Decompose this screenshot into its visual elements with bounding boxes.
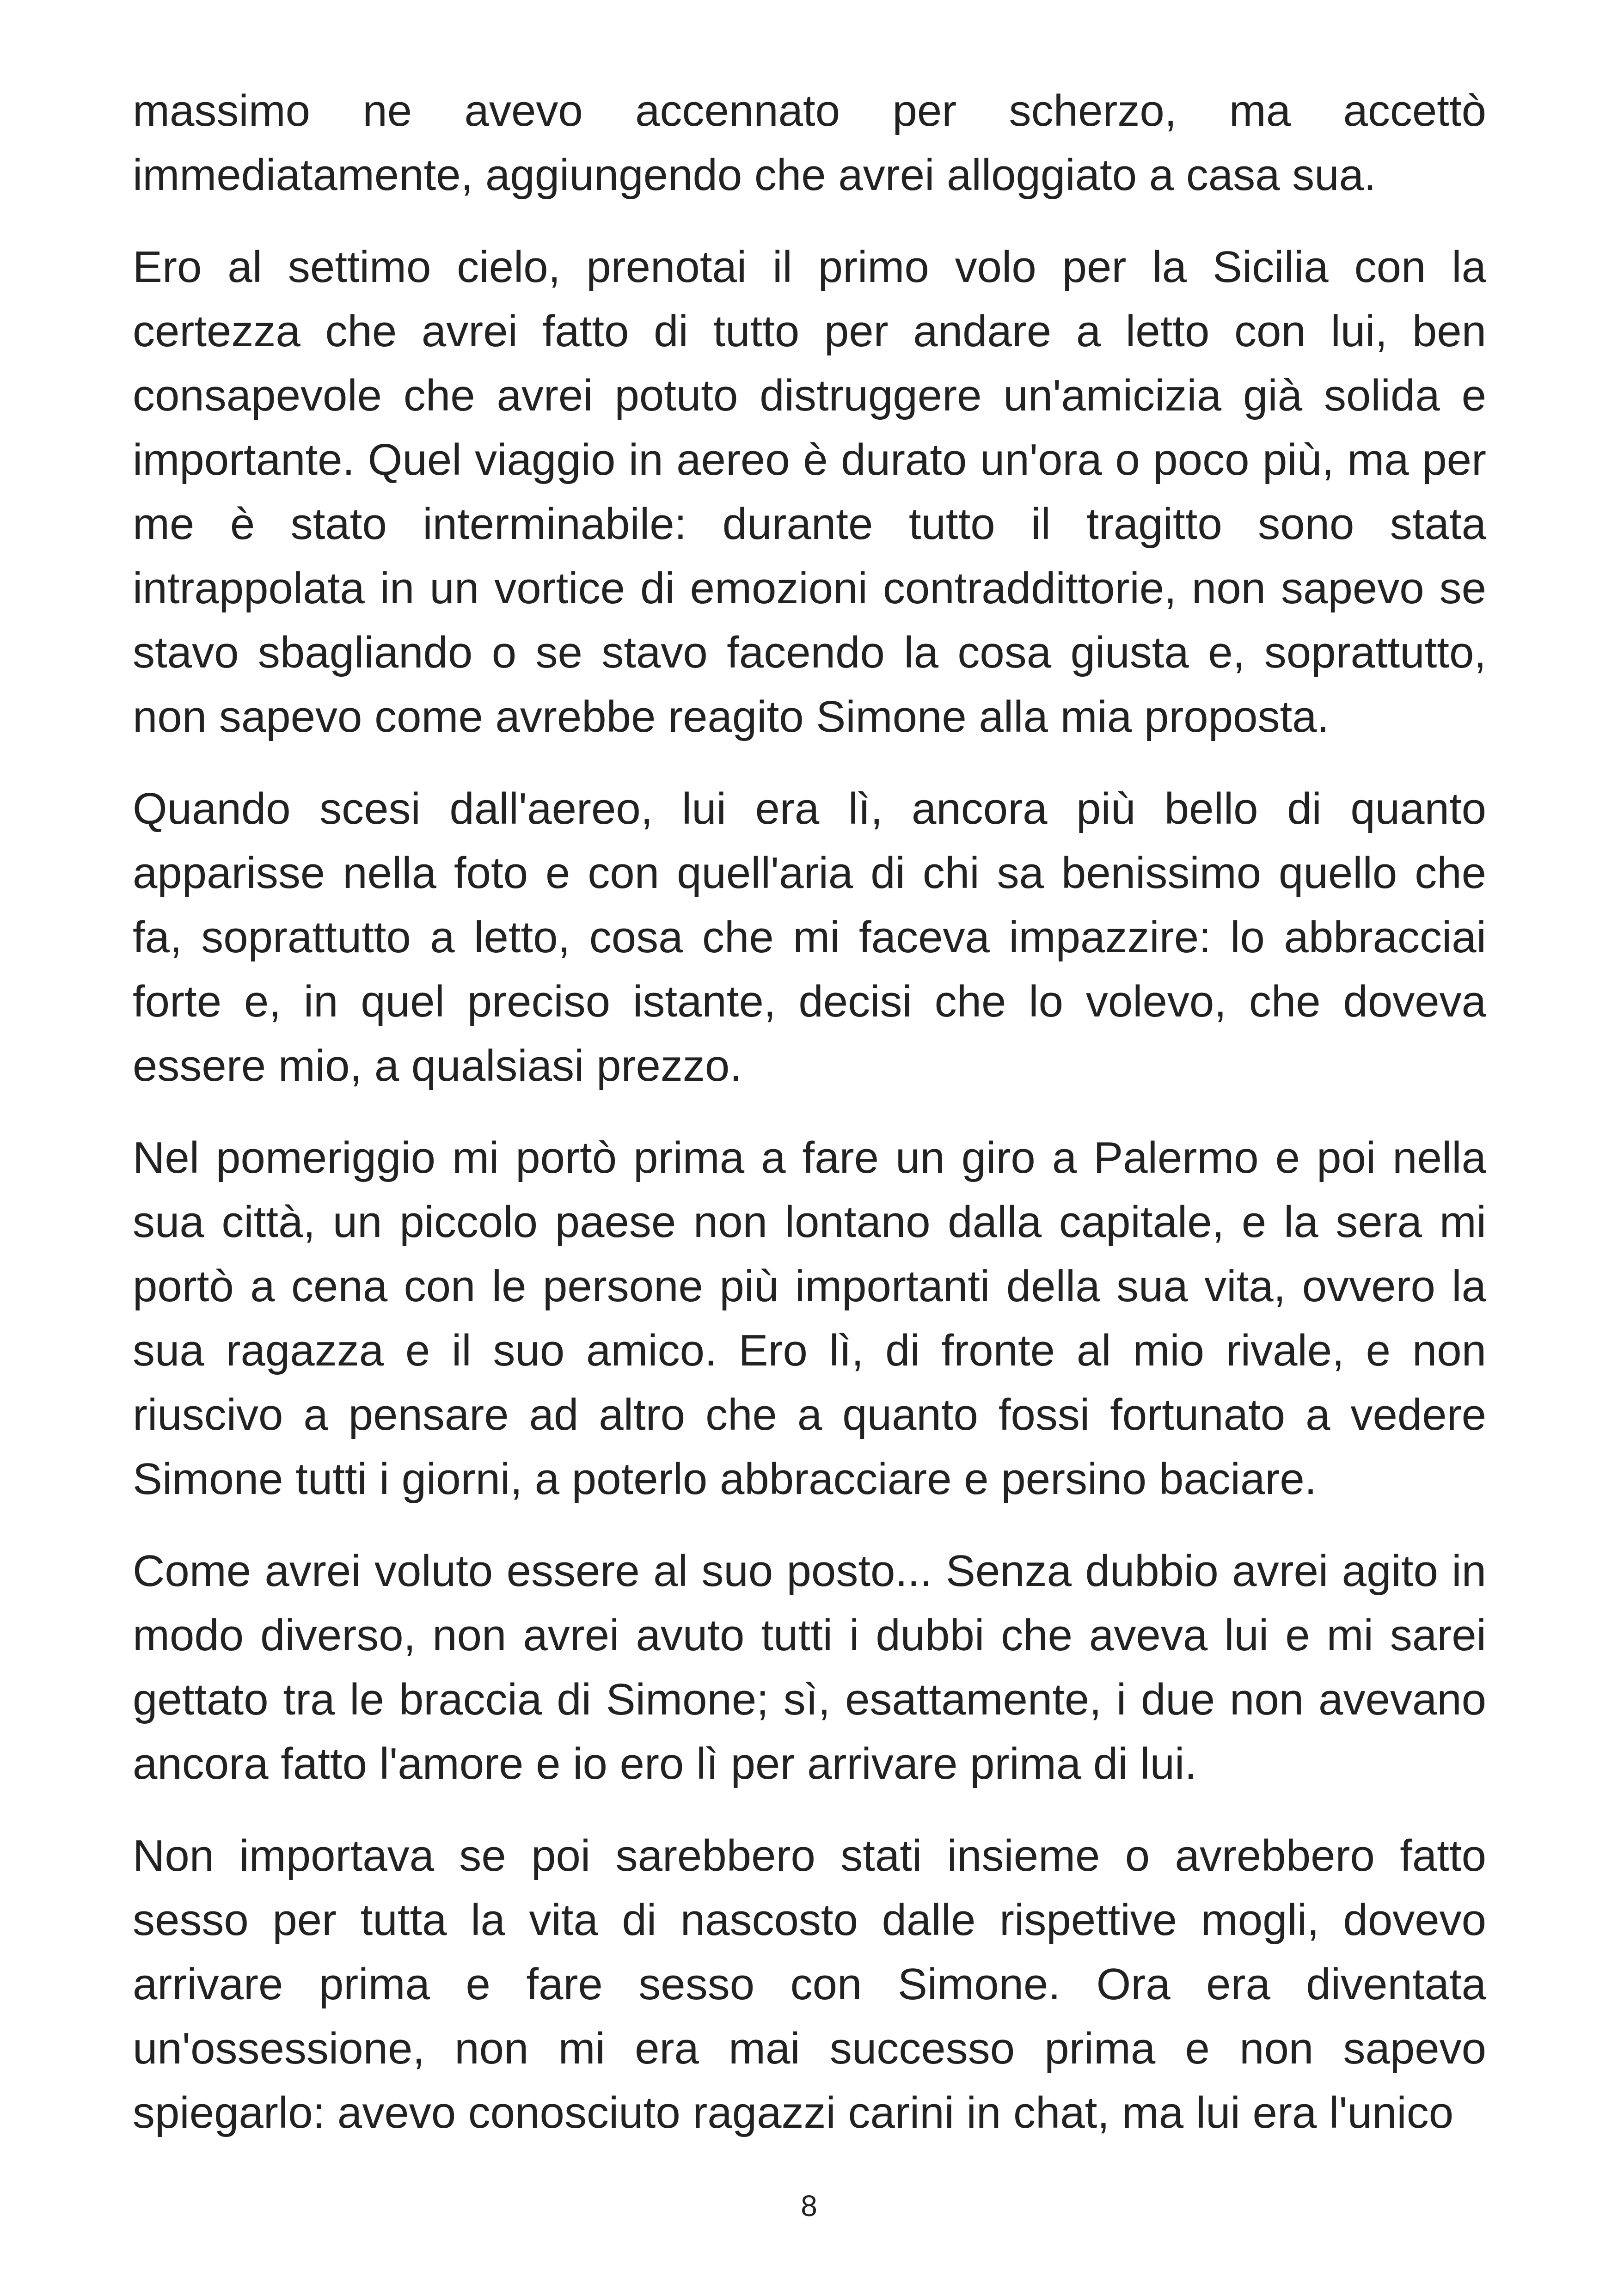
paragraph-2: Ero al settimo cielo, prenotai il primo volo per la Sicilia con la certezza che avrei fatto di tutto per andare a letto con lui, ben consapevole che avrei potuto distruggere un'amicizia già solida e importante. Quel viaggio in aereo è durato un'ora o poco più, ma per me è stato interminabile: durante tutto il tragitto sono stata intrappolata in un vortice di emozioni contraddittorie, non sapevo se stavo sbagliando o se stavo facendo la cosa giusta e, soprattutto, non sapevo come avrebbe reagito Simone alla mia proposta. xyxy=(133,242,1486,741)
page-body xyxy=(133,79,1486,2173)
paragraph-5: Come avrei voluto essere al suo posto... Senza dubbio avrei agito in modo diverso, non avrei avuto tutti i dubbi che aveva lui e mi sarei gettato tra le braccia di Simone; sì, esattamente, i due non avevano ancora fatto l'amore e io ero lì per arrivare prima di lui. xyxy=(133,1546,1486,1788)
paragraph-1: massimo ne avevo accennato per scherzo, ma accettò immediatamente, aggiungendo che avrei alloggiato a casa sua. xyxy=(133,86,1486,200)
paragraph-3: Quando scesi dall'aereo, lui era lì, ancora più bello di quanto apparisse nella foto e con quell'aria di chi sa benissimo quello che fa, soprattutto a letto, cosa che mi faceva impazzire: lo abbracciai forte e, in quel preciso istante, decisi che lo volevo, che doveva essere mio, a qualsiasi prezzo. xyxy=(133,784,1486,1090)
paragraph-6: Non importava se poi sarebbero stati insieme o avrebbero fatto sesso per tutta la vita di nascosto dalle rispettive mogli, dovevo arrivare prima e fare sesso con Simone. Ora era diventata un'ossessione, non mi era mai successo prima e non sapevo spiegarlo: avevo conosciuto ragazzi carini in chat, ma lui era l'unico xyxy=(133,1831,1486,2137)
paragraph-4: Nel pomeriggio mi portò prima a fare un giro a Palermo e poi nella sua città, un piccolo paese non lontano dalla capitale, e la sera mi portò a cena con le persone più importanti della sua vita, ovvero la sua ragazza e il suo amico. Ero lì, di fronte al mio rivale, e non riuscivo a pensare ad altro che a quanto fossi fortunato a vedere Simone tutti i giorni, a poterlo abbracciare e persino baciare. xyxy=(133,1133,1486,1504)
page-number: 8 xyxy=(801,2189,817,2223)
